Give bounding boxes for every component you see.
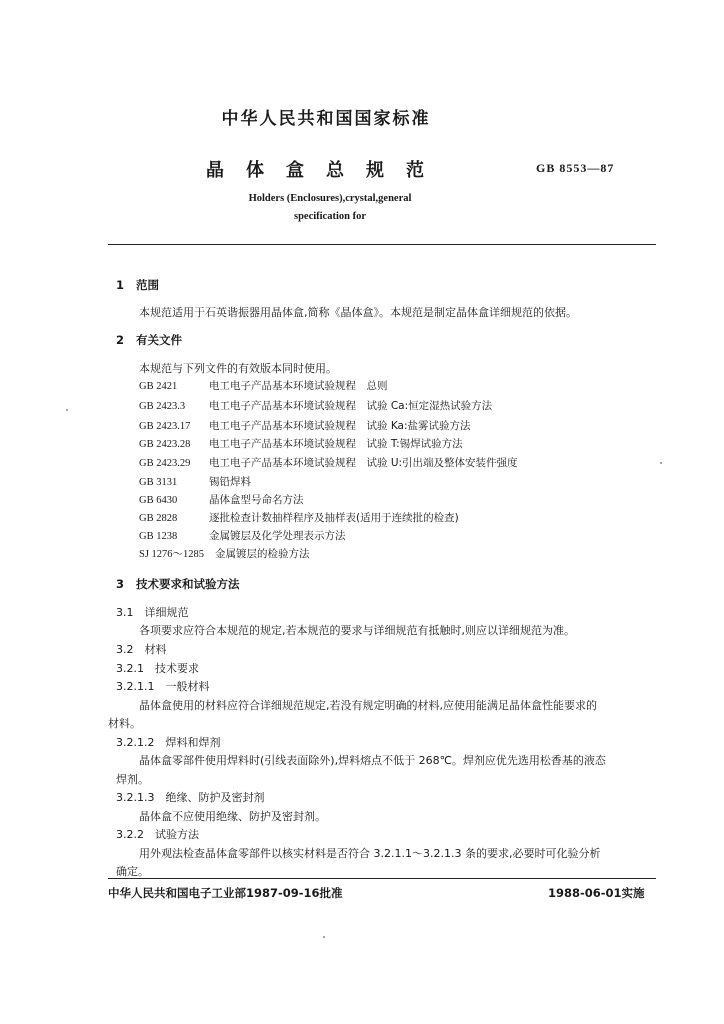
clause-3-2-1-heading: 3.2.1 技术要求: [116, 662, 199, 675]
clause-3-2-1-2-text-line-1: 晶体盒零部件使用焊料时(引线表面除外),焊料熔点不低于 268℃。焊剂应优先选用松香基的液态: [139, 754, 606, 767]
reference-item: [139, 455, 518, 470]
reference-item: [139, 528, 346, 543]
reference-item: [139, 546, 310, 561]
english-title-line-2: specification for: [293, 211, 367, 222]
section-title: 有关文件: [136, 333, 182, 347]
effective-date: 1988-06-01实施: [548, 886, 645, 900]
clause-3-2-2-heading: 3.2.2 试验方法: [116, 828, 199, 841]
scan-speck: [660, 462, 662, 464]
reference-title: 金属镀层的检验方法: [215, 548, 310, 560]
reference-code: GB 1238: [139, 531, 178, 542]
clause-3-1-text: 各项要求应符合本规范的规定,若本规范的要求与详细规范有抵触时,则应以详细规范为准。: [139, 624, 575, 637]
reference-title: 电工电子产品基本环境试验规程 试验 Ka:盐雾试验方法: [209, 420, 471, 432]
clause-3-1-heading: 3.1 详细规范: [116, 606, 189, 619]
clause-3-2-1-1-text-line-2: 材料。: [108, 717, 141, 730]
reference-code: GB 2423.3: [139, 401, 186, 412]
clause-3-2-1-1-heading: 3.2.1.1 一般材料: [116, 680, 210, 693]
clause-3-2-1-2-text-line-2: 焊剂。: [116, 773, 149, 786]
clause-3-2-2-text-line-2: 确定。: [116, 865, 149, 878]
reference-item: [139, 398, 492, 413]
reference-item: [139, 492, 304, 507]
clause-3-2-1-3-text: 晶体盒不应使用绝缘、防护及密封剂。: [139, 810, 326, 823]
section-1-text: 本规范适用于石英谐振器用晶体盒,简称《晶体盒》。本规范是制定晶体盒详细规范的依据。: [139, 306, 577, 319]
scan-speck: [323, 936, 325, 938]
section-1-heading: [116, 277, 159, 293]
reference-item: [139, 436, 463, 451]
section-number: 1: [116, 278, 125, 292]
clause-3-2-2-text-line-1: 用外观法检查晶体盒零部件以核实材料是否符合 3.2.1.1～3.2.1.3 条的要求,必要时可化验分析: [139, 847, 601, 860]
reference-code: SJ 1276～1285: [139, 549, 205, 560]
reference-code: GB 2423.29: [139, 458, 191, 469]
approval-line: 中华人民共和国电子工业部1987-09-16批准: [108, 886, 343, 900]
section-title: 范围: [136, 278, 159, 292]
reference-title: 电工电子产品基本环境试验规程 试验 T:锡焊试验方法: [209, 438, 463, 450]
section-3-heading: [116, 576, 240, 592]
footer-divider: [108, 878, 656, 879]
scan-speck: [66, 409, 68, 411]
reference-title: 电工电子产品基本环境试验规程 试验 U:引出端及整体安装件强度: [209, 457, 518, 469]
standard-code: GB 8553—87: [536, 161, 615, 175]
english-title-line-1: Holders (Enclosures),crystal,general: [248, 193, 412, 204]
reference-item: [139, 510, 459, 525]
reference-code: GB 2423.17: [139, 421, 191, 432]
reference-item: [139, 378, 388, 393]
reference-title: 晶体盒型号命名方法: [209, 494, 304, 506]
reference-item: [139, 474, 251, 489]
reference-title: 电工电子产品基本环境试验规程 总则: [209, 380, 388, 392]
reference-code: GB 2828: [139, 513, 178, 524]
reference-title: 锡铅焊料: [209, 476, 251, 488]
clause-3-2-1-2-heading: 3.2.1.2 焊料和焊剂: [116, 736, 221, 749]
reference-title: 电工电子产品基本环境试验规程 试验 Ca:恒定湿热试验方法: [209, 400, 493, 412]
section-number: 3: [116, 577, 125, 591]
clause-3-2-1-1-text-line-1: 晶体盒使用的材料应符合详细规范规定,若没有规定明确的材料,应使用能满足晶体盒性能要求的: [139, 699, 597, 712]
header-divider: [108, 244, 656, 245]
clause-3-2-heading: 3.2 材料: [116, 643, 167, 656]
reference-code: GB 3131: [139, 477, 178, 488]
document-title: 晶体盒总规范: [206, 160, 446, 181]
section-number: 2: [116, 333, 125, 347]
reference-code: GB 6430: [139, 495, 178, 506]
reference-title: 逐批检查计数抽样程序及抽样表(适用于连续批的检查): [209, 512, 459, 524]
section-2-heading: [116, 332, 182, 348]
clause-3-2-1-3-heading: 3.2.1.3 绝缘、防护及密封剂: [116, 791, 265, 804]
reference-item: [139, 418, 471, 433]
section-2-intro: 本规范与下列文件的有效版本同时使用。: [139, 362, 337, 375]
section-title: 技术要求和试验方法: [136, 577, 240, 591]
reference-code: GB 2421: [139, 381, 178, 392]
national-standard-heading: 中华人民共和国国家标准: [221, 109, 431, 129]
reference-title: 金属镀层及化学处理表示方法: [209, 530, 346, 542]
reference-code: GB 2423.28: [139, 439, 191, 450]
